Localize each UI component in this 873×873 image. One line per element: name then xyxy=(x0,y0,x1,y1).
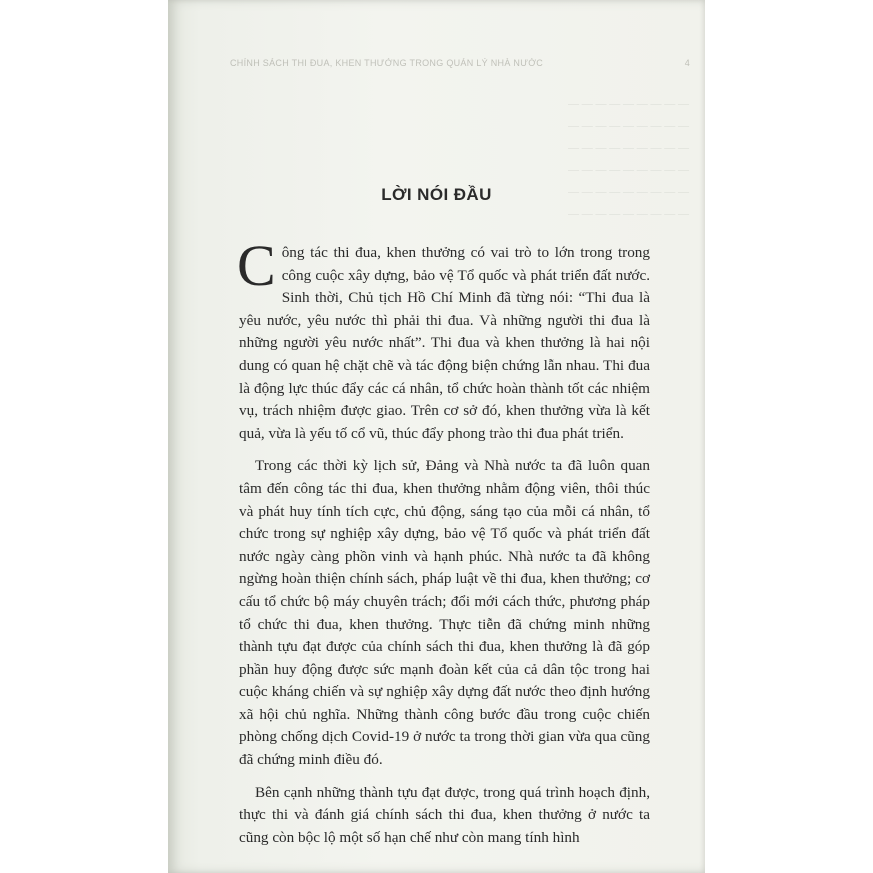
paragraph xyxy=(239,782,650,850)
paragraph xyxy=(237,233,650,445)
show-through-line: — — — — — — — — — xyxy=(568,142,689,154)
running-head xyxy=(230,58,690,76)
drop-cap: C xyxy=(237,233,276,298)
paragraph xyxy=(239,455,650,771)
show-through-line: — — — — — — — — — xyxy=(568,164,689,176)
show-through-line: — — — — — — — — — xyxy=(568,98,689,110)
show-through-line: — — — — — — — — — xyxy=(568,186,689,198)
page-number: 4 xyxy=(684,58,690,68)
book-page xyxy=(168,0,705,873)
show-through-line: — — — — — — — — — xyxy=(568,208,689,220)
page-title: LỜI NÓI ĐẦU xyxy=(381,185,492,204)
running-head-title: CHÍNH SÁCH THI ĐUA, KHEN THƯỞNG TRONG QUẢN LÝ NHÀ NƯỚC xyxy=(230,58,544,68)
paragraph-text: Bên cạnh những thành tựu đạt được, trong quá trình hoạch định, thực thi và đánh giá chính sách thi đua, khen thưởng ở nước ta cũng còn bộc lộ một số hạn chế như còn mang tính hình xyxy=(239,783,650,846)
paragraph-text: Trong các thời kỳ lịch sử, Đảng và Nhà nước ta đã luôn quan tâm đến công tác thi đua, khen thưởng nhằm động viên, thôi thúc và phát huy tính tích cực, chủ động, sáng tạo của mỗi cá nhân, tổ chức trong sự nghiệp xây dựng, bảo vệ Tổ quốc và phát triển đất nước ngày càng phồn vinh và hạnh phúc. Nhà nước ta đã không ngừng hoàn thiện chính sách, pháp luật về thi đua, khen thưởng; cơ cấu tổ chức bộ máy chuyên trách; đổi mới cách thức, phương pháp tổ chức thi đua, khen thưởng. Thực tiễn đã chứng minh những thành tựu đạt được của chính sách thi đua, khen thưởng là đã góp phần huy động được sức mạnh đoàn kết của cả dân tộc trong hai cuộc kháng chiến và sự nghiệp xây dựng đất nước theo định hướng xã hội chủ nghĩa. Những thành công bước đầu trong cuộc chiến phòng chống dịch Covid-19 ở nước ta trong thời gian vừa qua cũng đã chứng minh điều đó. xyxy=(239,457,650,769)
paragraph-text: ông tác thi đua, khen thưởng có vai trò to lớn trong trong công cuộc xây dựng, bảo vệ Tổ quốc và phát triển đất nước. Sinh thời, Chủ tịch Hồ Chí Minh đã từng nói: “Thi đua là yêu nước, yêu nước thì phải thi đua. Và những người thi đua là những người yêu nước nhất”. Thi đua và khen thưởng là hai nội dung có quan hệ chặt chẽ và tác động biện chứng lẫn nhau. Thi đua là động lực thúc đẩy các cá nhân, tổ chức hoàn thành tốt các nhiệm vụ, trách nhiệm được giao. Trên cơ sở đó, khen thưởng vừa là kết quả, vừa là yếu tố cổ vũ, thúc đẩy phong trào thi đua phát triển. xyxy=(239,244,650,442)
show-through-line: — — — — — — — — — xyxy=(568,120,689,132)
body-text xyxy=(237,233,650,859)
